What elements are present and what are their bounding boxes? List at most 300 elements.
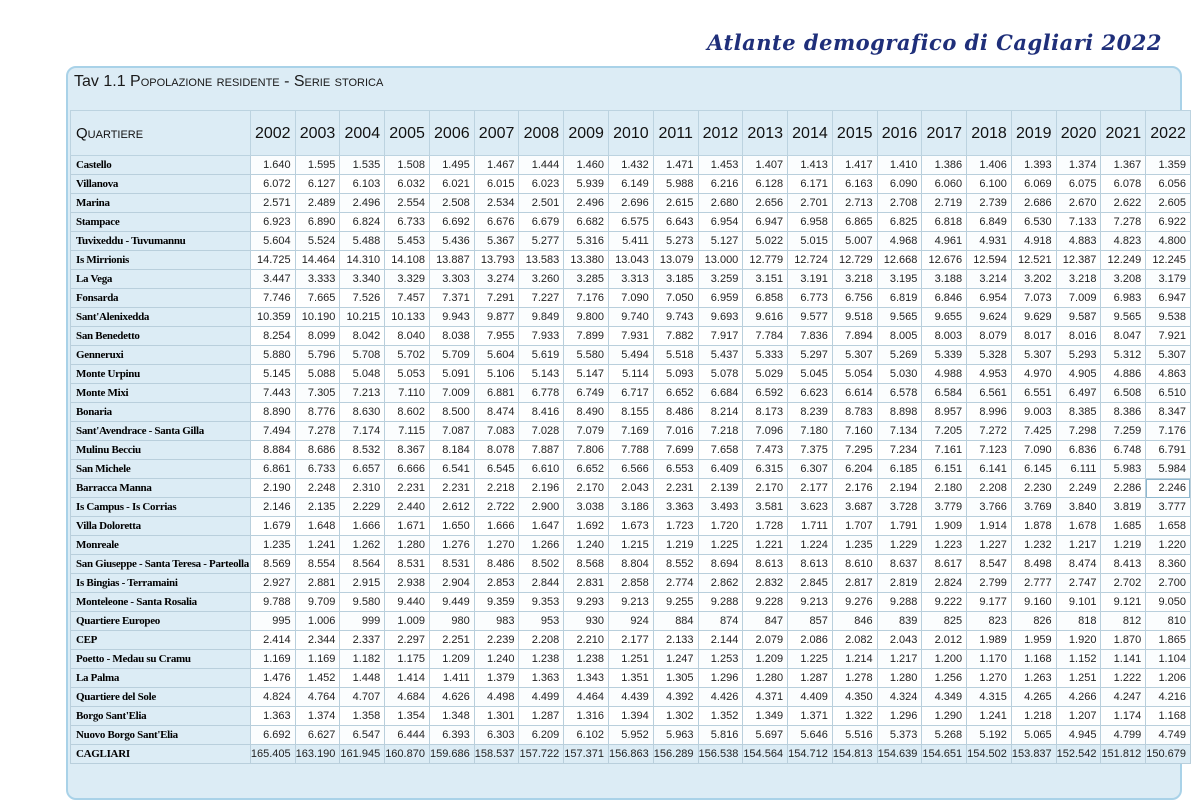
population-value: 1.225 xyxy=(788,650,833,669)
population-value: 9.616 xyxy=(743,308,788,327)
population-value: 1.354 xyxy=(385,707,430,726)
population-value: 1.363 xyxy=(250,707,295,726)
population-value: 1.170 xyxy=(967,650,1012,669)
population-value: 1.914 xyxy=(967,517,1012,536)
quartiere-name-text: San Michele xyxy=(76,462,131,475)
population-value: 3.274 xyxy=(474,270,519,289)
population-value: 7.050 xyxy=(653,289,698,308)
population-value: 2.739 xyxy=(967,194,1012,213)
population-value: 5.269 xyxy=(877,346,922,365)
population-value: 9.655 xyxy=(922,308,967,327)
population-value: 2.817 xyxy=(832,574,877,593)
population-value: 3.260 xyxy=(519,270,564,289)
table-body xyxy=(71,156,1191,764)
population-value: 1.358 xyxy=(340,707,385,726)
table-row xyxy=(71,422,1191,441)
year-header: 2018 xyxy=(967,111,1012,156)
population-value: 8.564 xyxy=(340,555,385,574)
population-value: 9.177 xyxy=(967,593,1012,612)
population-value: 1.280 xyxy=(385,536,430,555)
population-value: 5.147 xyxy=(564,365,609,384)
population-value: 2.858 xyxy=(609,574,654,593)
population-value: 8.890 xyxy=(250,403,295,422)
quartiere-name-text: CAGLIARI xyxy=(76,747,130,760)
population-value: 1.227 xyxy=(967,536,1012,555)
population-value: 6.614 xyxy=(832,384,877,403)
population-value: 2.489 xyxy=(295,194,340,213)
population-value: 924 xyxy=(609,612,654,631)
population-value: 5.494 xyxy=(609,346,654,365)
population-value: 1.363 xyxy=(519,669,564,688)
table-title xyxy=(74,73,383,91)
quartiere-name xyxy=(71,631,251,650)
population-value: 7.806 xyxy=(564,441,609,460)
population-value: 3.038 xyxy=(564,498,609,517)
population-value: 1.367 xyxy=(1101,156,1146,175)
population-value: 5.708 xyxy=(340,346,385,365)
population-value: 7.933 xyxy=(519,327,564,346)
population-value: 6.145 xyxy=(1011,460,1056,479)
population-value: 9.538 xyxy=(1146,308,1191,327)
population-value: 6.078 xyxy=(1101,175,1146,194)
population-value: 1.878 xyxy=(1011,517,1056,536)
population-value: 1.221 xyxy=(743,536,788,555)
population-value: 5.796 xyxy=(295,346,340,365)
population-value: 13.887 xyxy=(429,251,474,270)
population-value: 1.535 xyxy=(340,156,385,175)
population-value: 7.016 xyxy=(653,422,698,441)
population-value: 9.293 xyxy=(564,593,609,612)
population-value: 7.083 xyxy=(474,422,519,441)
quartiere-name xyxy=(71,194,251,213)
population-value: 2.571 xyxy=(250,194,295,213)
population-value: 1.508 xyxy=(385,156,430,175)
year-header: 2009 xyxy=(564,111,609,156)
population-value: 1.240 xyxy=(564,536,609,555)
population-value: 9.101 xyxy=(1056,593,1101,612)
population-value: 6.679 xyxy=(519,213,564,232)
population-value: 5.939 xyxy=(564,175,609,194)
population-value: 159.686 xyxy=(429,745,474,764)
year-header: 2016 xyxy=(877,111,922,156)
population-value: 1.393 xyxy=(1011,156,1056,175)
population-value: 1.200 xyxy=(922,650,967,669)
population-value: 7.699 xyxy=(653,441,698,460)
quartiere-name-text: Is Mirrionis xyxy=(76,253,129,266)
quartiere-name xyxy=(71,251,251,270)
population-value: 7.494 xyxy=(250,422,295,441)
table-row xyxy=(71,460,1191,479)
population-value: 6.818 xyxy=(922,213,967,232)
population-value: 8.637 xyxy=(877,555,922,574)
population-value: 1.305 xyxy=(653,669,698,688)
population-value: 2.043 xyxy=(609,479,654,498)
population-value: 7.234 xyxy=(877,441,922,460)
population-value: 3.329 xyxy=(385,270,430,289)
population-value: 9.577 xyxy=(788,308,833,327)
population-value: 5.316 xyxy=(564,232,609,251)
population-value: 5.273 xyxy=(653,232,698,251)
population-value: 1.270 xyxy=(967,669,1012,688)
population-value: 5.516 xyxy=(832,726,877,745)
population-value: 1.394 xyxy=(609,707,654,726)
population-value: 8.155 xyxy=(609,403,654,422)
population-value: 2.612 xyxy=(429,498,474,517)
population-value: 3.779 xyxy=(922,498,967,517)
population-value: 2.615 xyxy=(653,194,698,213)
population-value: 6.890 xyxy=(295,213,340,232)
population-value: 12.249 xyxy=(1101,251,1146,270)
population-value: 8.413 xyxy=(1101,555,1146,574)
population-value: 1.351 xyxy=(609,669,654,688)
population-value: 2.900 xyxy=(519,498,564,517)
quartiere-name xyxy=(71,536,251,555)
population-value: 6.547 xyxy=(340,726,385,745)
population-value: 1.414 xyxy=(385,669,430,688)
population-value: 6.652 xyxy=(653,384,698,403)
population-value: 4.216 xyxy=(1146,688,1191,707)
population-value: 5.604 xyxy=(474,346,519,365)
population-value: 4.988 xyxy=(922,365,967,384)
population-value: 6.865 xyxy=(832,213,877,232)
population-value: 1.452 xyxy=(295,669,340,688)
quartiere-name-text: CEP xyxy=(76,633,98,646)
population-value: 12.779 xyxy=(743,251,788,270)
population-value: 157.722 xyxy=(519,745,564,764)
population-value: 4.265 xyxy=(1011,688,1056,707)
population-value: 3.728 xyxy=(877,498,922,517)
quartiere-name xyxy=(71,403,251,422)
population-value: 154.639 xyxy=(877,745,922,764)
population-value: 8.776 xyxy=(295,403,340,422)
population-value: 7.174 xyxy=(340,422,385,441)
population-value: 1.256 xyxy=(922,669,967,688)
population-value: 2.656 xyxy=(743,194,788,213)
population-value: 5.709 xyxy=(429,346,474,365)
quartiere-name xyxy=(71,612,251,631)
population-value: 8.214 xyxy=(698,403,743,422)
population-value: 2.231 xyxy=(385,479,430,498)
population-value: 823 xyxy=(967,612,1012,631)
population-value: 7.079 xyxy=(564,422,609,441)
population-value: 7.176 xyxy=(1146,422,1191,441)
population-value: 2.210 xyxy=(564,631,609,650)
quartiere-name xyxy=(71,574,251,593)
quartiere-name xyxy=(71,365,251,384)
quartiere-name-text: Mulinu Becciu xyxy=(76,443,141,456)
population-value: 8.613 xyxy=(788,555,833,574)
population-value: 6.858 xyxy=(743,289,788,308)
population-value: 1.352 xyxy=(698,707,743,726)
population-value: 1.467 xyxy=(474,156,519,175)
population-value: 3.819 xyxy=(1101,498,1146,517)
population-value: 6.819 xyxy=(877,289,922,308)
population-value: 6.508 xyxy=(1101,384,1146,403)
population-value: 7.425 xyxy=(1011,422,1056,441)
population-value: 4.426 xyxy=(698,688,743,707)
population-value: 6.128 xyxy=(743,175,788,194)
population-value: 6.307 xyxy=(788,460,833,479)
population-value: 1.290 xyxy=(922,707,967,726)
population-value: 5.015 xyxy=(788,232,833,251)
population-value: 4.315 xyxy=(967,688,1012,707)
table-row xyxy=(71,593,1191,612)
population-value: 158.537 xyxy=(474,745,519,764)
population-value: 1.407 xyxy=(743,156,788,175)
population-value: 4.707 xyxy=(340,688,385,707)
population-value: 4.350 xyxy=(832,688,877,707)
population-value: 8.610 xyxy=(832,555,877,574)
population-value: 8.694 xyxy=(698,555,743,574)
population-value: 1.460 xyxy=(564,156,609,175)
population-value: 1.359 xyxy=(1146,156,1191,175)
population-value: 8.173 xyxy=(743,403,788,422)
population-value: 157.371 xyxy=(564,745,609,764)
population-value: 6.553 xyxy=(653,460,698,479)
population-value: 9.580 xyxy=(340,593,385,612)
population-value: 6.666 xyxy=(385,460,430,479)
population-value: 8.367 xyxy=(385,441,430,460)
population-value: 6.947 xyxy=(1146,289,1191,308)
population-value: 6.090 xyxy=(877,175,922,194)
population-value: 5.088 xyxy=(295,365,340,384)
population-value: 1.263 xyxy=(1011,669,1056,688)
population-value: 8.347 xyxy=(1146,403,1191,422)
population-value: 7.096 xyxy=(743,422,788,441)
population-value: 10.359 xyxy=(250,308,295,327)
population-value: 6.748 xyxy=(1101,441,1146,460)
population-value: 8.613 xyxy=(743,555,788,574)
population-value: 7.921 xyxy=(1146,327,1191,346)
quartiere-name xyxy=(71,422,251,441)
population-value: 1.343 xyxy=(564,669,609,688)
year-header: 2005 xyxy=(385,111,430,156)
population-value: 7.887 xyxy=(519,441,564,460)
table-row xyxy=(71,479,1191,498)
population-value: 1.235 xyxy=(250,536,295,555)
population-value: 9.849 xyxy=(519,308,564,327)
year-header: 2013 xyxy=(743,111,788,156)
population-value: 7.899 xyxy=(564,327,609,346)
population-value: 2.777 xyxy=(1011,574,1056,593)
population-value: 3.623 xyxy=(788,498,833,517)
population-value: 1.217 xyxy=(1056,536,1101,555)
population-value: 2.819 xyxy=(877,574,922,593)
population-value: 5.816 xyxy=(698,726,743,745)
population-value: 1.920 xyxy=(1056,631,1101,650)
population-value: 6.791 xyxy=(1146,441,1191,460)
quartiere-name-text: San Giuseppe - Santa Teresa - Parteolla xyxy=(76,557,249,570)
population-value: 1.909 xyxy=(922,517,967,536)
population-value: 2.170 xyxy=(743,479,788,498)
population-value: 1.209 xyxy=(743,650,788,669)
population-value: 1.296 xyxy=(698,669,743,688)
population-value: 3.208 xyxy=(1101,270,1146,289)
table-row xyxy=(71,688,1191,707)
population-value: 6.657 xyxy=(340,460,385,479)
population-value: 8.630 xyxy=(340,403,385,422)
population-value: 160.870 xyxy=(385,745,430,764)
population-value: 7.272 xyxy=(967,422,1012,441)
population-value: 1.453 xyxy=(698,156,743,175)
population-value: 1.595 xyxy=(295,156,340,175)
population-value: 7.526 xyxy=(340,289,385,308)
population-value: 1.650 xyxy=(429,517,474,536)
population-value: 2.680 xyxy=(698,194,743,213)
table-row xyxy=(71,650,1191,669)
population-value: 6.733 xyxy=(295,460,340,479)
population-value: 4.764 xyxy=(295,688,340,707)
quartiere-name-text: Is Bingias - Terramaini xyxy=(76,576,178,589)
population-value: 8.957 xyxy=(922,403,967,422)
population-value: 5.437 xyxy=(698,346,743,365)
population-value: 3.333 xyxy=(295,270,340,289)
population-value: 3.186 xyxy=(609,498,654,517)
population-value: 12.724 xyxy=(788,251,833,270)
quartiere-name xyxy=(71,669,251,688)
population-value: 9.160 xyxy=(1011,593,1056,612)
population-value: 4.886 xyxy=(1101,365,1146,384)
population-value: 8.474 xyxy=(1056,555,1101,574)
population-value: 1.287 xyxy=(788,669,833,688)
population-value: 2.229 xyxy=(340,498,385,517)
population-value: 2.831 xyxy=(564,574,609,593)
population-value: 1.266 xyxy=(519,536,564,555)
population-value: 3.769 xyxy=(1011,498,1056,517)
population-value: 8.385 xyxy=(1056,403,1101,422)
population-value: 1.989 xyxy=(967,631,1012,650)
population-value: 8.602 xyxy=(385,403,430,422)
population-value: 5.065 xyxy=(1011,726,1056,745)
population-value: 8.569 xyxy=(250,555,295,574)
population-value: 4.970 xyxy=(1011,365,1056,384)
population-value: 2.230 xyxy=(1011,479,1056,498)
population-value: 8.038 xyxy=(429,327,474,346)
population-value: 818 xyxy=(1056,612,1101,631)
population-value: 6.881 xyxy=(474,384,519,403)
population-value: 6.171 xyxy=(788,175,833,194)
population-value: 8.474 xyxy=(474,403,519,422)
population-value: 6.749 xyxy=(564,384,609,403)
year-header: 2014 xyxy=(788,111,833,156)
population-value: 4.953 xyxy=(967,365,1012,384)
population-value: 6.163 xyxy=(832,175,877,194)
quartiere-name xyxy=(71,175,251,194)
population-value: 7.213 xyxy=(340,384,385,403)
population-value: 7.917 xyxy=(698,327,743,346)
population-value: 2.133 xyxy=(653,631,698,650)
population-value: 5.093 xyxy=(653,365,698,384)
population-value: 5.145 xyxy=(250,365,295,384)
quartiere-name-text: Nuovo Borgo Sant'Elia xyxy=(76,728,178,741)
population-value: 2.708 xyxy=(877,194,922,213)
population-value: 5.697 xyxy=(743,726,788,745)
population-value: 6.578 xyxy=(877,384,922,403)
population-value: 6.141 xyxy=(967,460,1012,479)
population-value: 1.241 xyxy=(295,536,340,555)
population-value: 9.877 xyxy=(474,308,519,327)
population-value: 5.333 xyxy=(743,346,788,365)
population-value: 7.278 xyxy=(1101,213,1146,232)
population-value: 3.303 xyxy=(429,270,474,289)
population-value: 2.249 xyxy=(1056,479,1101,498)
population-value: 6.861 xyxy=(250,460,295,479)
population-value: 1.168 xyxy=(1011,650,1056,669)
population-value: 7.473 xyxy=(743,441,788,460)
population-value: 1.495 xyxy=(429,156,474,175)
population-value: 3.447 xyxy=(250,270,295,289)
population-value: 6.393 xyxy=(429,726,474,745)
population-value: 1.175 xyxy=(385,650,430,669)
population-value: 1.707 xyxy=(832,517,877,536)
population-value: 5.328 xyxy=(967,346,1012,365)
quartiere-name-text: Sant'Avendrace - Santa Gilla xyxy=(76,424,204,437)
population-value: 8.040 xyxy=(385,327,430,346)
population-value: 8.079 xyxy=(967,327,1012,346)
population-value: 4.464 xyxy=(564,688,609,707)
population-value: 8.884 xyxy=(250,441,295,460)
year-header: 2011 xyxy=(653,111,698,156)
population-value: 2.845 xyxy=(788,574,833,593)
population-value: 6.733 xyxy=(385,213,430,232)
population-value: 6.575 xyxy=(609,213,654,232)
year-header: 2020 xyxy=(1056,111,1101,156)
quartiere-name xyxy=(71,726,251,745)
population-value: 5.339 xyxy=(922,346,967,365)
population-value: 2.508 xyxy=(429,194,474,213)
population-value: 2.904 xyxy=(429,574,474,593)
population-value: 6.610 xyxy=(519,460,564,479)
population-value: 12.594 xyxy=(967,251,1012,270)
population-value: 6.209 xyxy=(519,726,564,745)
population-value: 2.719 xyxy=(922,194,967,213)
population-value: 1.410 xyxy=(877,156,922,175)
population-value: 6.954 xyxy=(698,213,743,232)
population-value: 2.853 xyxy=(474,574,519,593)
population-value: 2.915 xyxy=(340,574,385,593)
population-value: 153.837 xyxy=(1011,745,1056,764)
population-value: 8.996 xyxy=(967,403,1012,422)
population-value: 6.959 xyxy=(698,289,743,308)
population-value: 8.502 xyxy=(519,555,564,574)
population-value: 13.043 xyxy=(609,251,654,270)
population-value: 6.592 xyxy=(743,384,788,403)
population-value: 6.032 xyxy=(385,175,430,194)
population-value: 4.863 xyxy=(1146,365,1191,384)
quartiere-name xyxy=(71,270,251,289)
quartiere-name xyxy=(71,479,251,498)
year-header: 2012 xyxy=(698,111,743,156)
population-value: 6.015 xyxy=(474,175,519,194)
population-value: 6.983 xyxy=(1101,289,1146,308)
population-value: 5.604 xyxy=(250,232,295,251)
population-value: 9.359 xyxy=(474,593,519,612)
population-value: 5.312 xyxy=(1101,346,1146,365)
population-value: 7.457 xyxy=(385,289,430,308)
table-row xyxy=(71,270,1191,289)
population-value: 3.179 xyxy=(1146,270,1191,289)
population-value: 9.943 xyxy=(429,308,474,327)
population-value: 5.127 xyxy=(698,232,743,251)
population-value: 5.143 xyxy=(519,365,564,384)
population-value: 1.666 xyxy=(474,517,519,536)
quartiere-name-text: Castello xyxy=(76,158,112,171)
population-value: 2.239 xyxy=(474,631,519,650)
population-value: 5.054 xyxy=(832,365,877,384)
population-value: 1.278 xyxy=(832,669,877,688)
population-value: 154.712 xyxy=(788,745,833,764)
quartiere-name-text: Villanova xyxy=(76,177,119,190)
